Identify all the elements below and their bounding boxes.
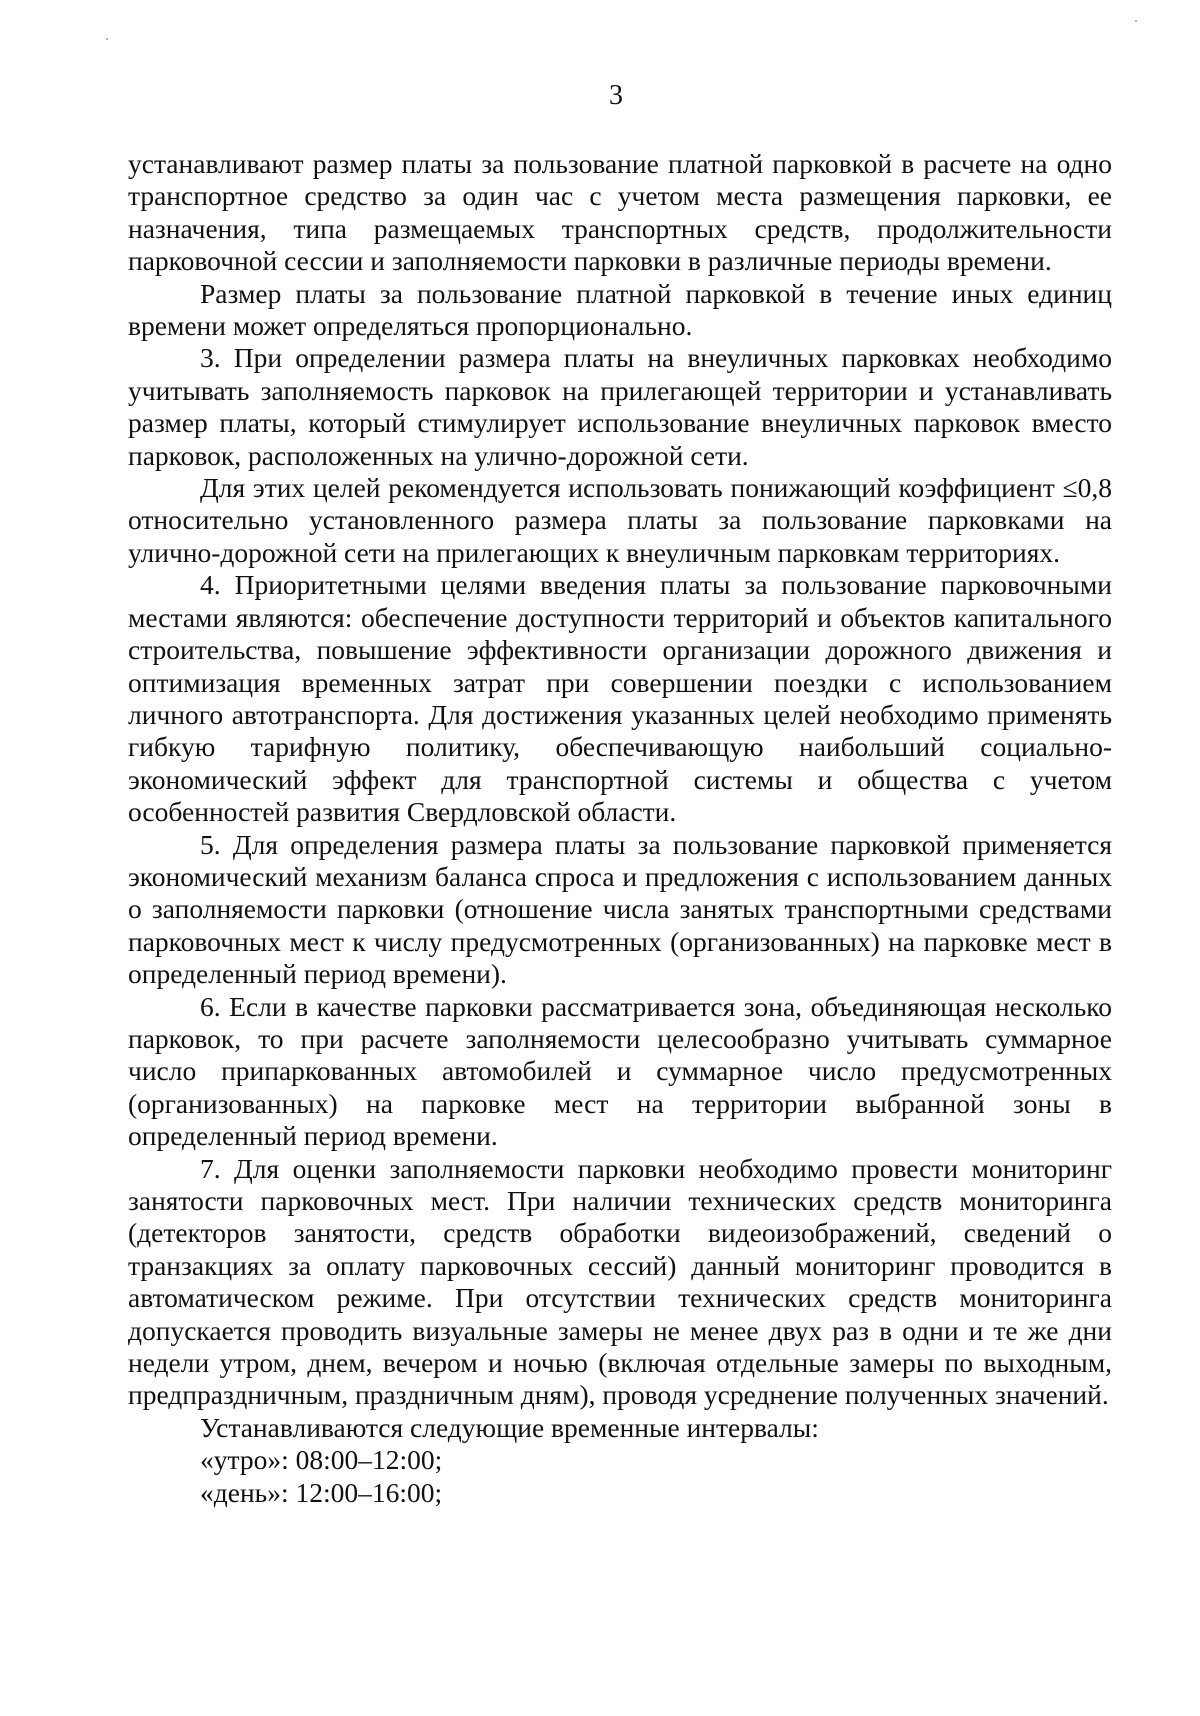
document-body [128,148,1112,1509]
interval-morning: «утро»: 08:00–12:00; [200,1444,443,1476]
interval-day: «день»: 12:00–16:00; [200,1476,443,1508]
paragraph-item-4: 4. Приоритетными целями введения платы за пользование парковочными местами являются: обеспечение доступности территорий и объектов капитального строительства, повышение эффективности организации дорожного движения и оптимизация временных затрат при совершении поездки с использованием личного автотранспорта. Для достижения указанных целей необходимо применять гибкую тарифную политику, обеспечивающую наибольший социально-экономический эффект для транспортной системы и общества с учетом особенностей развития Свердловской области. [128,569,1112,828]
scan-speck [106,38,108,40]
paragraph: Для этих целей рекомендуется использовать понижающий коэффициент ≤0,8 относительно установленного размера платы за пользование парковками на улично-дорожной сети на прилегающих к внеуличным парковкам территориях. [128,472,1112,568]
paragraph-item-5: 5. Для определения размера платы за пользование парковкой применяется экономический механизм баланса спроса и предложения с использованием данных о заполняемости парковки (отношение числа занятых транспортными средствами парковочных мест к числу предусмотренных (организованных) на парковке мест в определенный период времени). [128,828,1112,990]
paragraph-item-3: 3. При определении размера платы на внеуличных парковках необходимо учитывать заполняемость парковок на прилегающей территории и устанавливать размер платы, который стимулирует использование внеуличных парковок вместо парковок, расположенных на улично-дорожной сети. [128,342,1112,471]
page-number: 3 [609,80,623,111]
paragraph-continuation: устанавливают размер платы за пользование платной парковкой в расчете на одно транспортное средство за один час с учетом места размещения парковки, ее назначения, типа размещаемых транспортных средств, продолжительности парковочной сессии и заполняемости парковки в различные периоды времени. [128,148,1112,277]
paragraph-item-7: 7. Для оценки заполняемости парковки необходимо провести мониторинг занятости парковочных мест. При наличии технических средств мониторинга (детекторов занятости, средств обработки видеоизображений, сведений о транзакциях за оплату парковочных сессий) данный мониторинг проводится в автоматическом режиме. При отсутствии технических средств мониторинга допускается проводить визуальные замеры не менее двух раз в одни и те же дни недели утром, днем, вечером и ночью (включая отдельные замеры по выходным, предпраздничным, праздничным дням), проводя усреднение полученных значений. [128,1152,1112,1411]
paragraph: Размер платы за пользование платной парковкой в течение иных единиц времени может определяться пропорционально. [128,277,1112,342]
paragraph-item-6: 6. Если в качестве парковки рассматривается зона, объединяющая несколько парковок, то при расчете заполняемости целесообразно учитывать суммарное число припаркованных автомобилей и суммарное число предусмотренных (организованных) на парковке мест на территории выбранной зоны в определенный период времени. [128,990,1112,1152]
scan-speck [1135,20,1137,22]
paragraph-intervals-intro: Устанавливаются следующие временные интервалы: [200,1411,819,1443]
